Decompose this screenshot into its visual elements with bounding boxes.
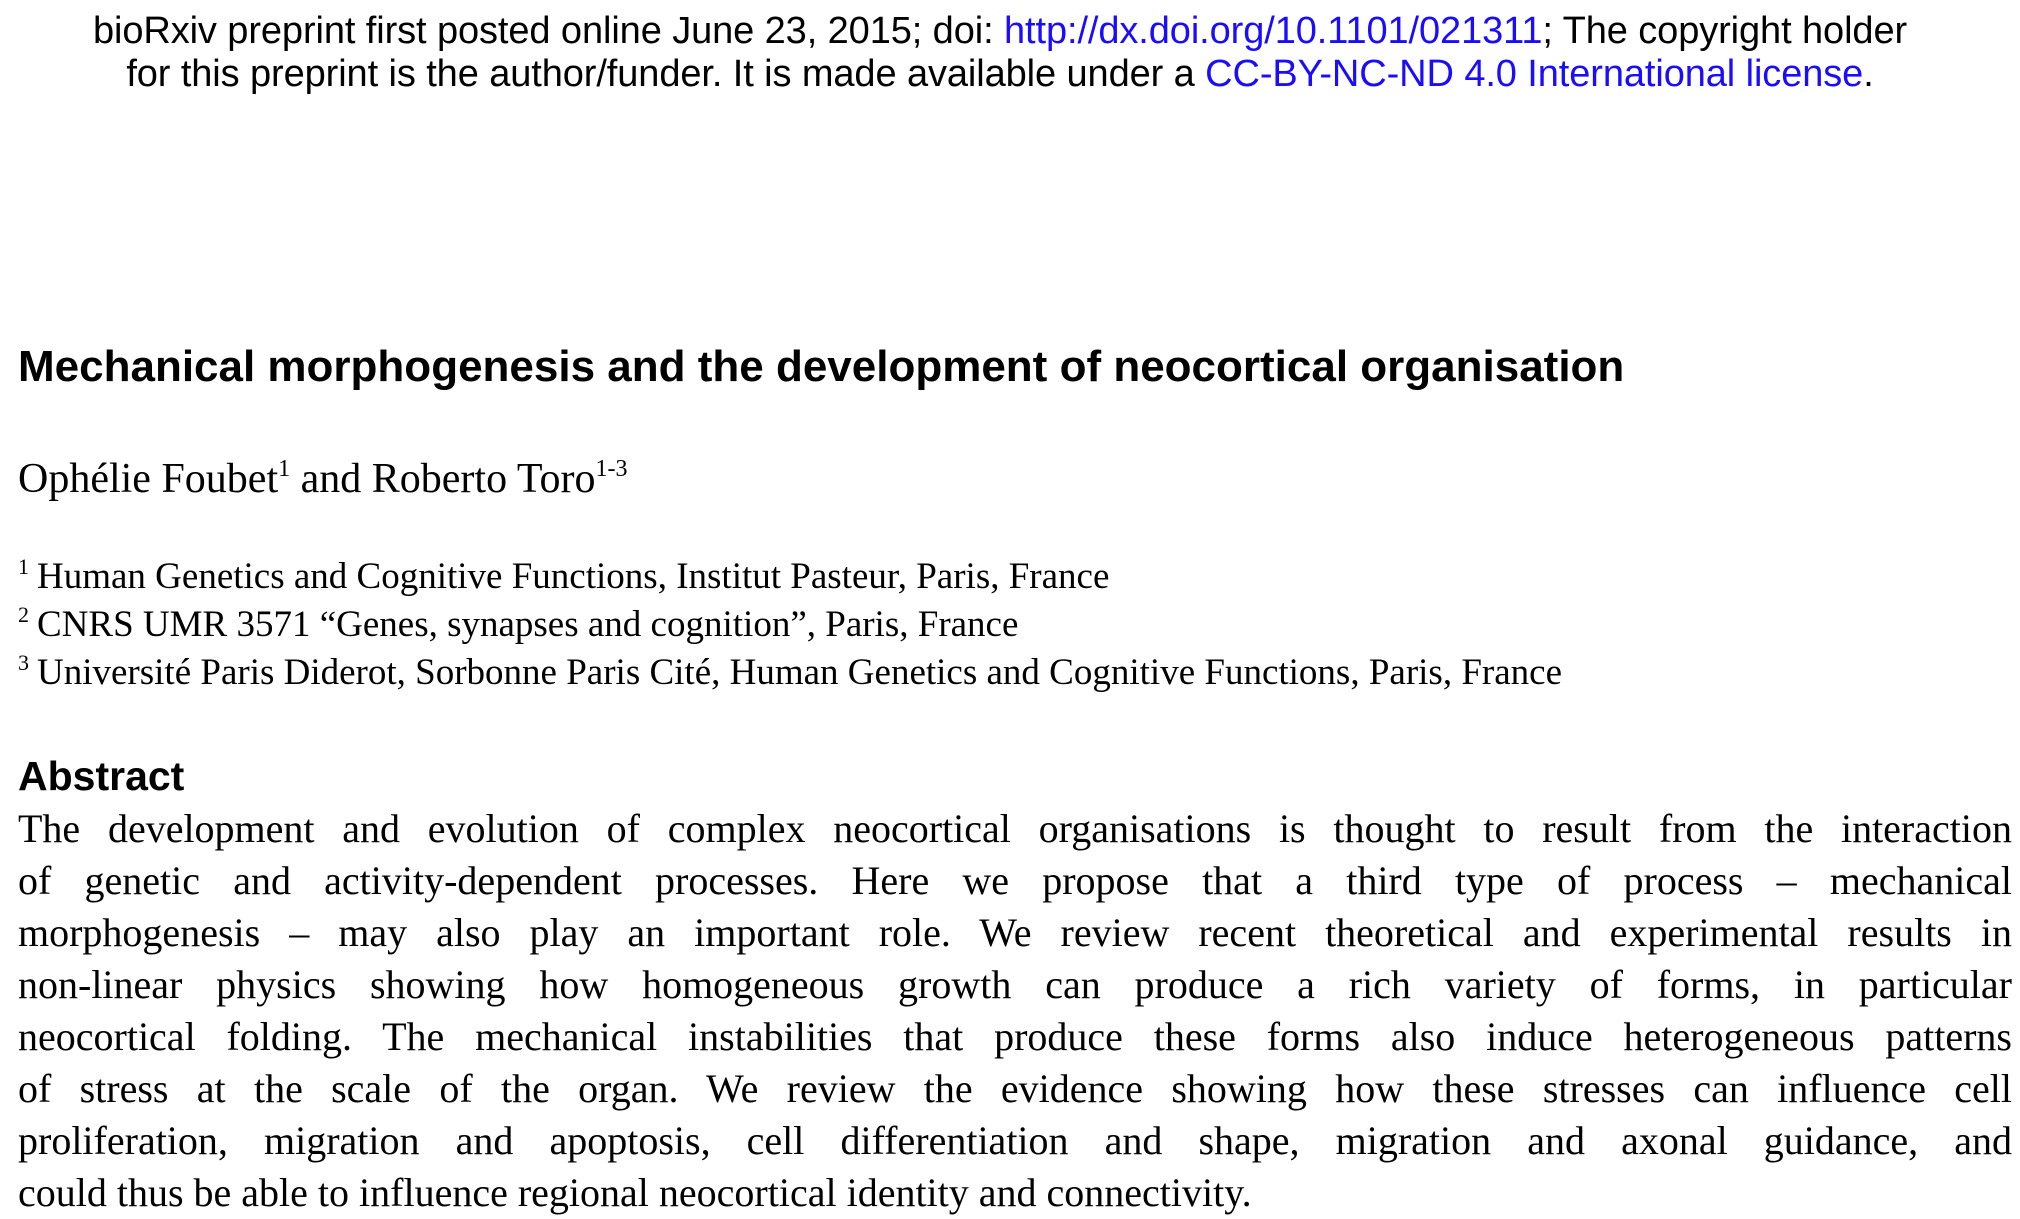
banner-line-1 [0, 10, 2000, 53]
affiliation-text: Université Paris Diderot, Sorbonne Paris Cité, Human Genetics and Cognitive Functions, Paris, France [37, 652, 1562, 693]
abstract-line: could thus be able to influence regional neocortical identity and connectivity. [18, 1170, 1252, 1215]
affiliation-item [18, 553, 1562, 601]
abstract-line: proliferation, migration and apoptosis, cell differentiation and shape, migration and axonal guidance, and [18, 1118, 2012, 1163]
affiliation-list [18, 553, 1562, 697]
affiliation-number: 1 [18, 554, 29, 579]
preprint-banner [0, 10, 2000, 96]
author-name: Roberto Toro [371, 456, 596, 502]
affiliation-text: Human Genetics and Cognitive Functions, Institut Pasteur, Paris, France [37, 556, 1110, 597]
banner-line-2 [0, 53, 2000, 96]
abstract-body [18, 803, 2012, 1219]
author-list [18, 454, 628, 504]
author-affiliation-marker: 1 [278, 456, 291, 482]
license-link[interactable]: CC-BY-NC-ND 4.0 International license [1205, 53, 1864, 95]
banner-line-2-suffix: . [1863, 53, 1874, 95]
author-affiliation-marker: 1-3 [595, 456, 628, 482]
abstract-line: morphogenesis – may also play an important role. We review recent theoretical and experimental results in [18, 910, 2012, 955]
author-conjunction: and [290, 456, 372, 502]
abstract-line: of genetic and activity-dependent processes. Here we propose that a third type of process – mechanical [18, 858, 2012, 903]
banner-line-2-prefix: for this preprint is the author/funder. It is made available under a [126, 53, 1206, 95]
author-name: Ophélie Foubet [18, 456, 279, 502]
affiliation-text: CNRS UMR 3571 “Genes, synapses and cognition”, Paris, France [37, 604, 1019, 645]
affiliation-item [18, 601, 1562, 649]
affiliation-item [18, 649, 1562, 697]
banner-line-1-prefix: bioRxiv preprint first posted online June 23, 2015; doi: [92, 10, 1005, 52]
abstract-line: The development and evolution of complex neocortical organisations is thought to result from the interaction [18, 806, 2012, 851]
banner-line-1-suffix: ; The copyright holder [1542, 10, 1908, 52]
abstract-line: non-linear physics showing how homogeneous growth can produce a rich variety of forms, in particular [18, 962, 2012, 1007]
affiliation-number: 2 [18, 602, 29, 627]
abstract-line: of stress at the scale of the organ. We review the evidence showing how these stresses can influence cell [18, 1066, 2012, 1111]
abstract-line: neocortical folding. The mechanical instabilities that produce these forms also induce heterogeneous patterns [18, 1014, 2012, 1059]
affiliation-number: 3 [18, 650, 29, 675]
doi-link[interactable]: http://dx.doi.org/10.1101/021311 [1004, 10, 1543, 52]
abstract-heading: Abstract [18, 753, 185, 799]
paper-title: Mechanical morphogenesis and the development of neocortical organisation [18, 342, 1625, 391]
